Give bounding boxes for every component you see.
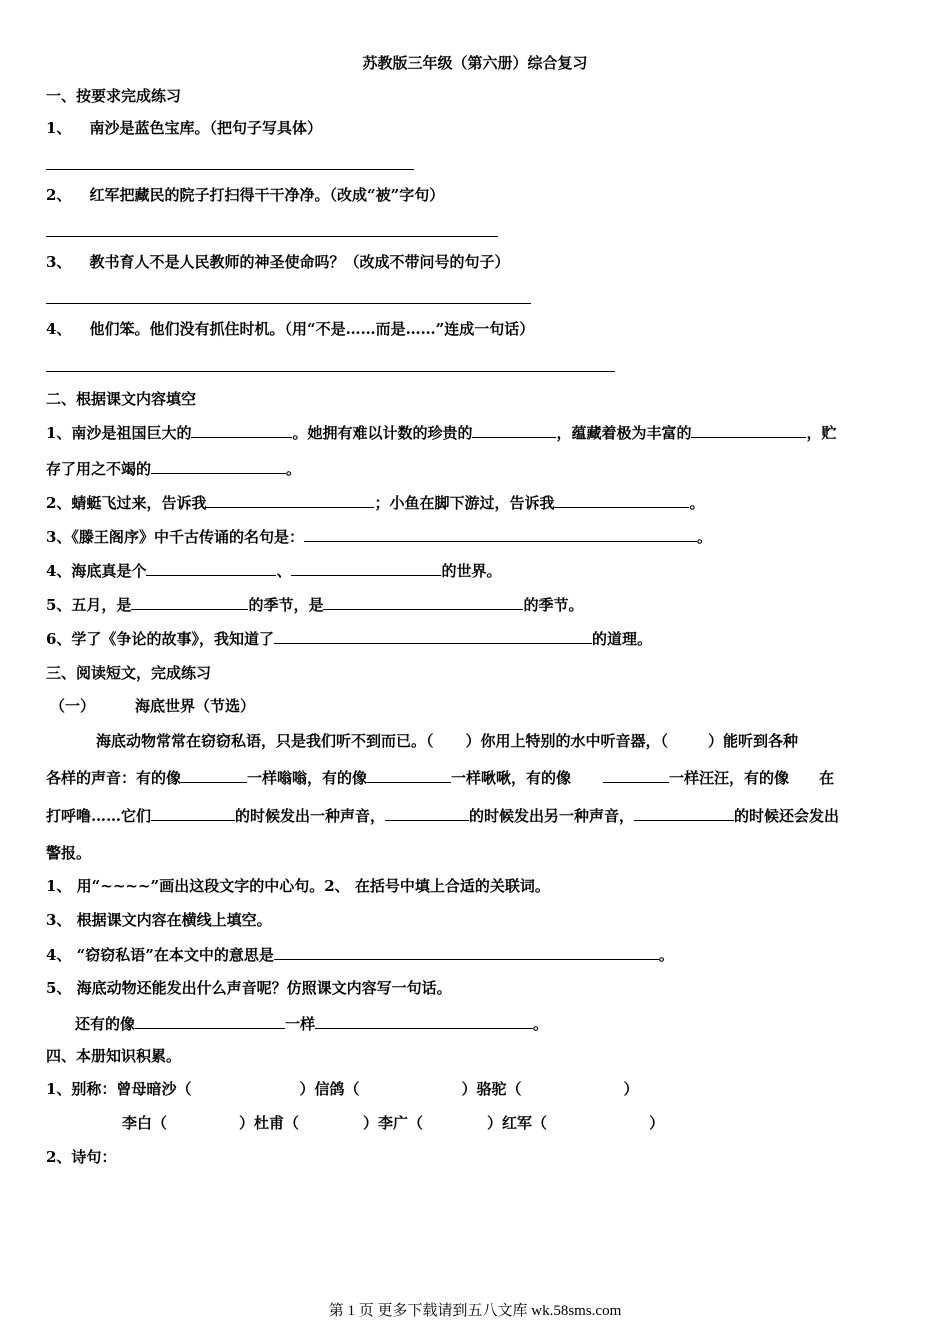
blank[interactable]	[274, 628, 592, 644]
text: 打呼噜……它们	[46, 807, 152, 825]
passage-line-3	[46, 805, 839, 826]
text: ，蕴藏着极为丰富的	[556, 424, 692, 442]
text: 4、海底真是个	[46, 562, 147, 580]
section-3-heading: 三、阅读短文，完成练习	[46, 664, 212, 682]
s2-question-1-line-2	[46, 458, 301, 479]
s2-question-2	[46, 492, 704, 513]
blank[interactable]	[304, 526, 697, 542]
text: ）红军（	[487, 1114, 548, 1132]
passage-line-2	[46, 767, 834, 788]
text: 。	[658, 946, 674, 964]
text: 。	[533, 1015, 549, 1033]
text: 3、《滕王阁序》中千古传诵的名句是：	[46, 528, 304, 546]
text: ）骆驼（	[461, 1080, 522, 1098]
blank[interactable]	[385, 805, 469, 821]
text: 5、五月，是	[46, 596, 132, 614]
question-number: 3、	[46, 253, 72, 271]
text: 一样	[285, 1015, 316, 1033]
s3-question-4	[46, 944, 674, 965]
blank[interactable]	[691, 422, 806, 438]
text: 的世界。	[441, 562, 502, 580]
s1-question-1	[46, 118, 322, 138]
blank[interactable]	[603, 767, 669, 783]
blank[interactable]	[291, 560, 441, 576]
text: ；小鱼在脚下游过，告诉我	[374, 494, 555, 512]
s2-question-4	[46, 560, 501, 581]
blank[interactable]	[634, 805, 734, 821]
page-footer: 第 1 页 更多下载请到五八文库 wk.58sms.com	[328, 1303, 622, 1319]
text: 一样汪汪，有的像	[669, 769, 790, 787]
blank[interactable]	[146, 560, 276, 576]
blank[interactable]	[274, 944, 659, 960]
s3-question-5-answer	[75, 1013, 548, 1034]
blank[interactable]	[135, 1013, 285, 1029]
text: 1、南沙是祖国巨大的	[46, 424, 192, 442]
blank[interactable]	[151, 458, 286, 474]
s3-question-5: 5、 海底动物还能发出什么声音呢？仿照课文内容写一句话。	[46, 979, 452, 997]
text: ）李广（	[363, 1114, 424, 1132]
answer-line-3[interactable]	[46, 303, 531, 304]
passage-line-1	[96, 731, 798, 751]
blank[interactable]	[472, 422, 556, 438]
passage-title: 海底世界（节选）	[135, 697, 256, 715]
section-1-heading: 一、按要求完成练习	[46, 87, 182, 105]
text: ）能听到各种	[708, 732, 799, 750]
blank[interactable]	[131, 594, 248, 610]
section-2-heading: 二、根据课文内容填空	[46, 390, 197, 408]
text: 还有的像	[75, 1015, 136, 1033]
passage-line-4: 警报。	[46, 844, 92, 862]
question-number: 1、	[46, 119, 72, 137]
blank[interactable]	[554, 492, 689, 508]
text: 1、别称：曾母暗沙（	[46, 1080, 192, 1098]
text: 。	[689, 494, 705, 512]
blank[interactable]	[323, 594, 523, 610]
text: ）杜甫（	[239, 1114, 300, 1132]
question-text: 教书育人不是人民教师的神圣使命吗？（改成不带问号的句子）	[89, 253, 510, 271]
s2-question-6	[46, 628, 652, 649]
text: ）	[623, 1080, 639, 1098]
blank[interactable]	[367, 767, 451, 783]
blank[interactable]	[151, 805, 235, 821]
blank[interactable]	[181, 767, 247, 783]
text: 一样嗡嗡，有的像	[247, 769, 368, 787]
text: 李白（	[122, 1114, 168, 1132]
answer-line-4[interactable]	[46, 371, 615, 372]
text: ）你用上特别的水中听音器，（	[465, 732, 669, 750]
s4-row-2	[122, 1113, 664, 1133]
answer-line-1[interactable]	[46, 169, 414, 170]
question-text: 红军把藏民的院子打扫得干干净净。（改成“被”字句）	[89, 186, 445, 204]
text: 在	[819, 769, 835, 787]
page-title: 苏教版三年级（第六册）综合复习	[362, 54, 588, 72]
text: 的时候发出另一种声音，	[469, 807, 635, 825]
answer-line-2[interactable]	[46, 236, 498, 237]
text: 各样的声音：有的像	[46, 769, 182, 787]
text: 的季节，是	[248, 596, 324, 614]
question-number: 2、	[46, 186, 72, 204]
s1-question-4	[46, 319, 534, 339]
blank[interactable]	[206, 492, 374, 508]
text: ，贮	[806, 424, 837, 442]
passage-heading	[50, 696, 255, 716]
s4-question-2: 2、诗句：	[46, 1148, 117, 1166]
s3-question-3: 3、 根据课文内容在横线上填空。	[46, 911, 272, 929]
blank[interactable]	[315, 1013, 533, 1029]
s2-question-1-line-1	[46, 422, 837, 443]
question-text: 南沙是蓝色宝库。（把句子写具体）	[89, 119, 322, 137]
s2-question-5	[46, 594, 583, 615]
text: 。	[286, 460, 302, 478]
s2-question-3	[46, 526, 712, 547]
text: ）	[649, 1114, 665, 1132]
text: 2、蜻蜓飞过来，告诉我	[46, 494, 207, 512]
s1-question-2	[46, 185, 444, 205]
text: 。她拥有难以计数的珍贵的	[292, 424, 473, 442]
section-4-heading: 四、本册知识积累。	[46, 1047, 182, 1065]
text: 6、学了《争论的故事》，我知道了	[46, 630, 274, 648]
text: ）信鸽（	[299, 1080, 360, 1098]
text: 一样啾啾，有的像	[451, 769, 572, 787]
text: 、	[276, 562, 292, 580]
text: 。	[696, 528, 712, 546]
text: 的道理。	[591, 630, 652, 648]
text: 4、 “窃窃私语”在本文中的意思是	[46, 946, 274, 964]
text: 的时候发出一种声音，	[235, 807, 386, 825]
s1-question-3	[46, 252, 509, 272]
blank[interactable]	[191, 422, 292, 438]
passage-number: （一）	[50, 697, 96, 715]
text: 存了用之不竭的	[46, 460, 152, 478]
text: 的季节。	[523, 596, 584, 614]
s3-question-1-2: 1、 用“~~~~”画出这段文字的中心句。2、 在括号中填上合适的关联词。	[46, 877, 550, 895]
question-text: 他们笨。他们没有抓住时机。（用“不是……而是……”连成一句话）	[89, 320, 535, 338]
question-number: 4、	[46, 320, 72, 338]
text: 海底动物常常在窃窃私语，只是我们听不到而已。（	[96, 732, 434, 750]
s4-row-1	[46, 1079, 639, 1099]
text: 的时候还会发出	[734, 807, 840, 825]
